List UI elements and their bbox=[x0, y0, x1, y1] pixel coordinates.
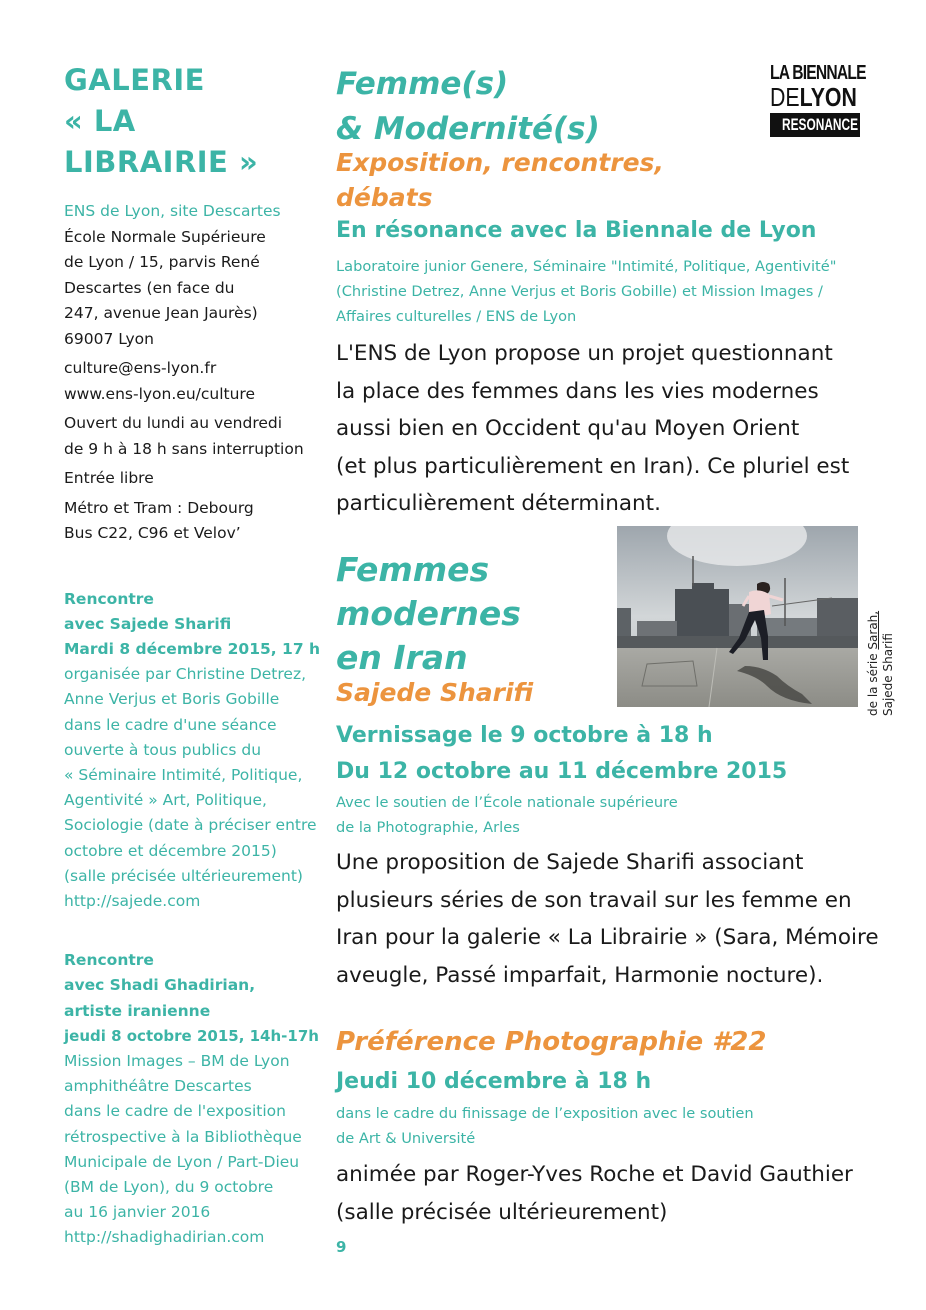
preference-body bbox=[336, 1156, 853, 1231]
biennale-logo bbox=[770, 62, 866, 154]
rencontre-text: amphithéâtre Descartes bbox=[64, 1077, 252, 1096]
rencontre-text: (BM de Lyon), du 9 octobre bbox=[64, 1177, 274, 1196]
credits-line: Affaires culturelles / ENS de Lyon bbox=[336, 308, 577, 325]
description-line: plusieurs séries de son travail sur les femme en bbox=[336, 887, 852, 913]
support-line: de la Photographie, Arles bbox=[336, 819, 520, 836]
photo-caption bbox=[866, 611, 896, 716]
transport-line: Métro et Tram : Debourg bbox=[64, 498, 254, 517]
resonance-heading: En résonance avec la Biennale de Lyon bbox=[336, 218, 817, 243]
expo-title bbox=[336, 548, 521, 680]
hours-line: de 9 h à 18 h sans interruption bbox=[64, 439, 304, 458]
transport-line: Bus C22, C96 et Velov’ bbox=[64, 524, 241, 542]
rencontre-text: (salle précisée ultérieurement) bbox=[64, 866, 303, 885]
rencontre-text: Anne Verjus et Boris Gobille bbox=[64, 690, 280, 709]
ghadirian-link[interactable]: http://shadighadirian.com bbox=[64, 1228, 265, 1247]
logo-line bbox=[770, 82, 857, 112]
context-line: dans le cadre du finissage de l’exposition avec le soutien bbox=[336, 1105, 754, 1122]
address-line: 247, avenue Jean Jaurès) bbox=[64, 304, 258, 322]
rencontre-text: Mission Images – BM de Lyon bbox=[64, 1051, 290, 1070]
hours-line: Ouvert du lundi au vendredi bbox=[64, 414, 283, 432]
main-subtitle-line: Exposition, rencontres, bbox=[336, 148, 664, 177]
preference-context bbox=[336, 1101, 754, 1151]
vernissage-date: Vernissage le 9 octobre à 18 h bbox=[336, 723, 713, 748]
expo-description bbox=[336, 844, 879, 994]
rencontre-text: rétrospective à la Bibliothèque bbox=[64, 1127, 302, 1146]
logo-lyon: LYON bbox=[799, 82, 857, 112]
rencontre-sharifi bbox=[64, 587, 334, 915]
website-link[interactable]: www.ens-lyon.eu/culture bbox=[64, 384, 255, 403]
intro-line: L'ENS de Lyon propose un projet questionnant bbox=[336, 341, 833, 366]
expo-artist: Sajede Sharifi bbox=[336, 678, 534, 707]
sajede-link[interactable]: http://sajede.com bbox=[64, 891, 201, 910]
main-subtitle-line: débats bbox=[336, 183, 433, 212]
credits-line: Laboratoire junior Genere, Séminaire "Intimité, Politique, Agentivité" bbox=[336, 258, 837, 275]
rencontre-date: Mardi 8 décembre 2015, 17 h bbox=[64, 639, 321, 658]
address-line: Descartes (en face du bbox=[64, 278, 235, 297]
intro-line: (et plus particulièrement en Iran). Ce pluriel est bbox=[336, 453, 850, 479]
rencontre-date: jeudi 8 octobre 2015, 14h-17h bbox=[64, 1026, 319, 1045]
rencontre-heading: avec Sajede Sharifi bbox=[64, 614, 232, 633]
preference-date: Jeudi 10 décembre à 18 h bbox=[336, 1069, 652, 1094]
body-line: (salle précisée ultérieurement) bbox=[336, 1199, 668, 1225]
expo-title-line: Femmes bbox=[336, 550, 490, 589]
credits-line: (Christine Detrez, Anne Verjus et Boris Gobille) et Mission Images / bbox=[336, 283, 823, 300]
entry-info: Entrée libre bbox=[64, 469, 154, 487]
main-title-line: Femme(s) bbox=[336, 66, 509, 102]
rooftop-photo bbox=[617, 526, 858, 707]
intro-line: particulièrement déterminant. bbox=[336, 491, 661, 516]
description-line: Une proposition de Sajede Sharifi associant bbox=[336, 850, 804, 875]
description-line: aveugle, Passé imparfait, Harmonie nocture). bbox=[336, 962, 824, 988]
venue-site: ENS de Lyon, site Descartes bbox=[64, 202, 281, 220]
rencontre-heading: artiste iranienne bbox=[64, 1001, 211, 1020]
intro-paragraph bbox=[336, 335, 849, 523]
rencontre-text: dans le cadre de l'exposition bbox=[64, 1102, 286, 1121]
gallery-title-line: GALERIE bbox=[64, 63, 205, 97]
gallery-title bbox=[64, 60, 334, 183]
page-number: 9 bbox=[336, 1238, 347, 1256]
gallery-title-line: « LA bbox=[64, 104, 136, 138]
logo-resonance: RESONANCE bbox=[782, 115, 859, 134]
context-line: de Art & Université bbox=[336, 1130, 476, 1147]
logo-resonance-bar bbox=[770, 113, 860, 137]
caption-prefix: de la série bbox=[866, 649, 880, 716]
address-line: 69007 Lyon bbox=[64, 329, 154, 348]
rencontre-text: octobre et décembre 2015) bbox=[64, 841, 277, 860]
description-line: Iran pour la galerie « La Librairie » (Sara, Mémoire bbox=[336, 925, 879, 950]
body-line: animée par Roger-Yves Roche et David Gauthier bbox=[336, 1162, 853, 1187]
email-link[interactable]: culture@ens-lyon.fr bbox=[64, 359, 217, 377]
venue-info bbox=[64, 199, 334, 547]
caption-series: Sarah, bbox=[866, 610, 880, 650]
rencontre-text: au 16 janvier 2016 bbox=[64, 1203, 211, 1222]
rencontre-text: Agentivité » Art, Politique, bbox=[64, 791, 267, 810]
exhibition-dates: Du 12 octobre au 11 décembre 2015 bbox=[336, 759, 788, 784]
intro-line: aussi bien en Occident qu'au Moyen Orient bbox=[336, 416, 800, 441]
main-subtitle bbox=[336, 145, 664, 215]
credits bbox=[336, 254, 836, 329]
main-title bbox=[336, 62, 600, 152]
gallery-title-line: LIBRAIRIE » bbox=[64, 145, 259, 179]
rencontre-text: dans le cadre d'une séance bbox=[64, 715, 277, 734]
expo-support bbox=[336, 790, 678, 840]
rencontre-heading: Rencontre bbox=[64, 589, 154, 608]
rencontre-text: ouverte à tous publics du bbox=[64, 740, 262, 759]
preference-title: Préférence Photographie #22 bbox=[336, 1027, 767, 1057]
rencontre-heading: avec Shadi Ghadirian, bbox=[64, 976, 256, 995]
rencontre-heading: Rencontre bbox=[64, 951, 154, 970]
rencontre-text: Municipale de Lyon / Part-Dieu bbox=[64, 1152, 300, 1171]
address-line: de Lyon / 15, parvis René bbox=[64, 253, 260, 271]
rencontre-ghadirian bbox=[64, 948, 334, 1250]
expo-title-line: en Iran bbox=[336, 638, 468, 677]
caption-author: Sajede Sharifi bbox=[881, 633, 895, 716]
left-column bbox=[64, 60, 334, 1251]
main-title-line: & Modernité(s) bbox=[336, 111, 600, 147]
address-line: École Normale Supérieure bbox=[64, 227, 266, 246]
logo-de: DE bbox=[770, 82, 800, 112]
rencontre-text: organisée par Christine Detrez, bbox=[64, 665, 307, 684]
rencontre-text: Sociologie (date à préciser entre bbox=[64, 816, 317, 835]
expo-title-line: modernes bbox=[336, 594, 521, 633]
expo-dates bbox=[336, 718, 787, 790]
photo-image bbox=[617, 526, 858, 707]
rencontre-text: « Séminaire Intimité, Politique, bbox=[64, 765, 303, 784]
logo-line: LA BIENNALE bbox=[770, 62, 866, 84]
support-line: Avec le soutien de l’École nationale supérieure bbox=[336, 794, 678, 811]
intro-line: la place des femmes dans les vies modernes bbox=[336, 378, 819, 404]
